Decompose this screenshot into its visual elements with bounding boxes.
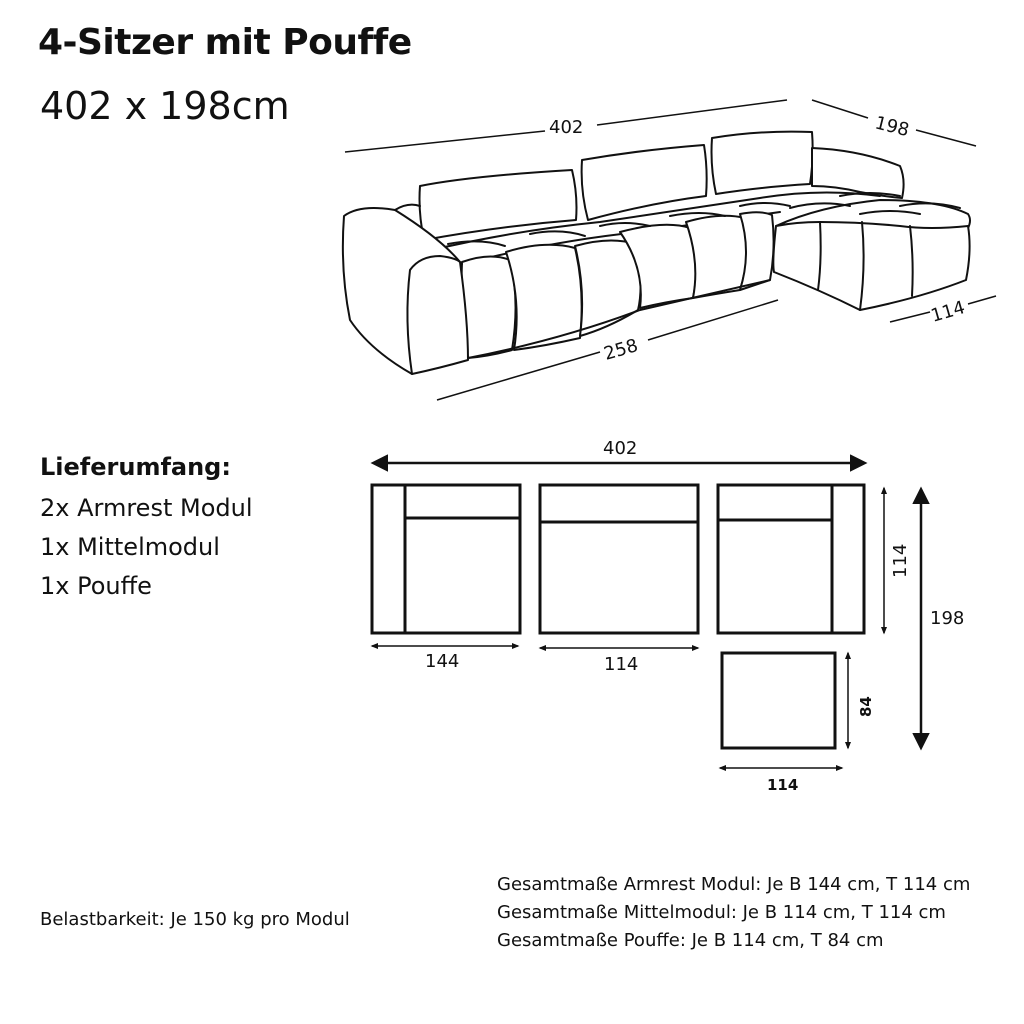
plan-pouffe <box>722 653 835 748</box>
scope-item-armrest: 2x Armrest Modul <box>40 494 253 522</box>
plan-module-depth-label: 114 <box>890 543 911 578</box>
iso-width-label: 402 <box>549 117 584 138</box>
page-title: 4-Sitzer mit Pouffe <box>38 22 412 63</box>
seat-cushion-1 <box>462 256 516 358</box>
scope-item-middle: 1x Mittelmodul <box>40 533 220 561</box>
right-armrest <box>812 148 904 198</box>
scope-item-pouffe: 1x Pouffe <box>40 572 152 600</box>
dims-pouffe: Gesamtmaße Pouffe: Je B 114 cm, T 84 cm <box>497 930 884 951</box>
back-cushion-3 <box>712 132 813 194</box>
load-capacity: Belastbarkeit: Je 150 kg pro Modul <box>40 909 350 930</box>
seat-cushion-5 <box>686 216 748 298</box>
iso-pouffe-width-label: 114 <box>928 297 968 327</box>
pouffe-body <box>773 222 969 310</box>
back-cushion-1 <box>420 170 577 240</box>
page-subtitle: 402 x 198cm <box>40 84 290 128</box>
plan-middle-width-label: 114 <box>604 654 639 675</box>
plan-armrest-width-label: 144 <box>425 651 460 672</box>
plan-middle-module <box>540 485 698 633</box>
iso-seat-length-label: 258 <box>601 335 641 365</box>
dims-middle: Gesamtmaße Mittelmodul: Je B 114 cm, T 114 cm <box>497 902 946 923</box>
plan-armrest-right <box>718 485 864 633</box>
iso-depth-label: 198 <box>872 112 912 142</box>
dims-armrest: Gesamtmaße Armrest Modul: Je B 144 cm, T 114 cm <box>497 874 971 895</box>
plan-armrest-left <box>372 485 520 633</box>
plan-pouffe-depth-label: 84 <box>857 696 875 717</box>
scope-heading: Lieferumfang: <box>40 453 231 481</box>
seat-cushion-6 <box>740 212 774 290</box>
plan-pouffe-width-label: 114 <box>767 776 799 794</box>
plan-total-width-label: 402 <box>603 438 638 459</box>
plan-modules <box>372 485 864 748</box>
plan-total-depth-label: 198 <box>930 608 965 629</box>
